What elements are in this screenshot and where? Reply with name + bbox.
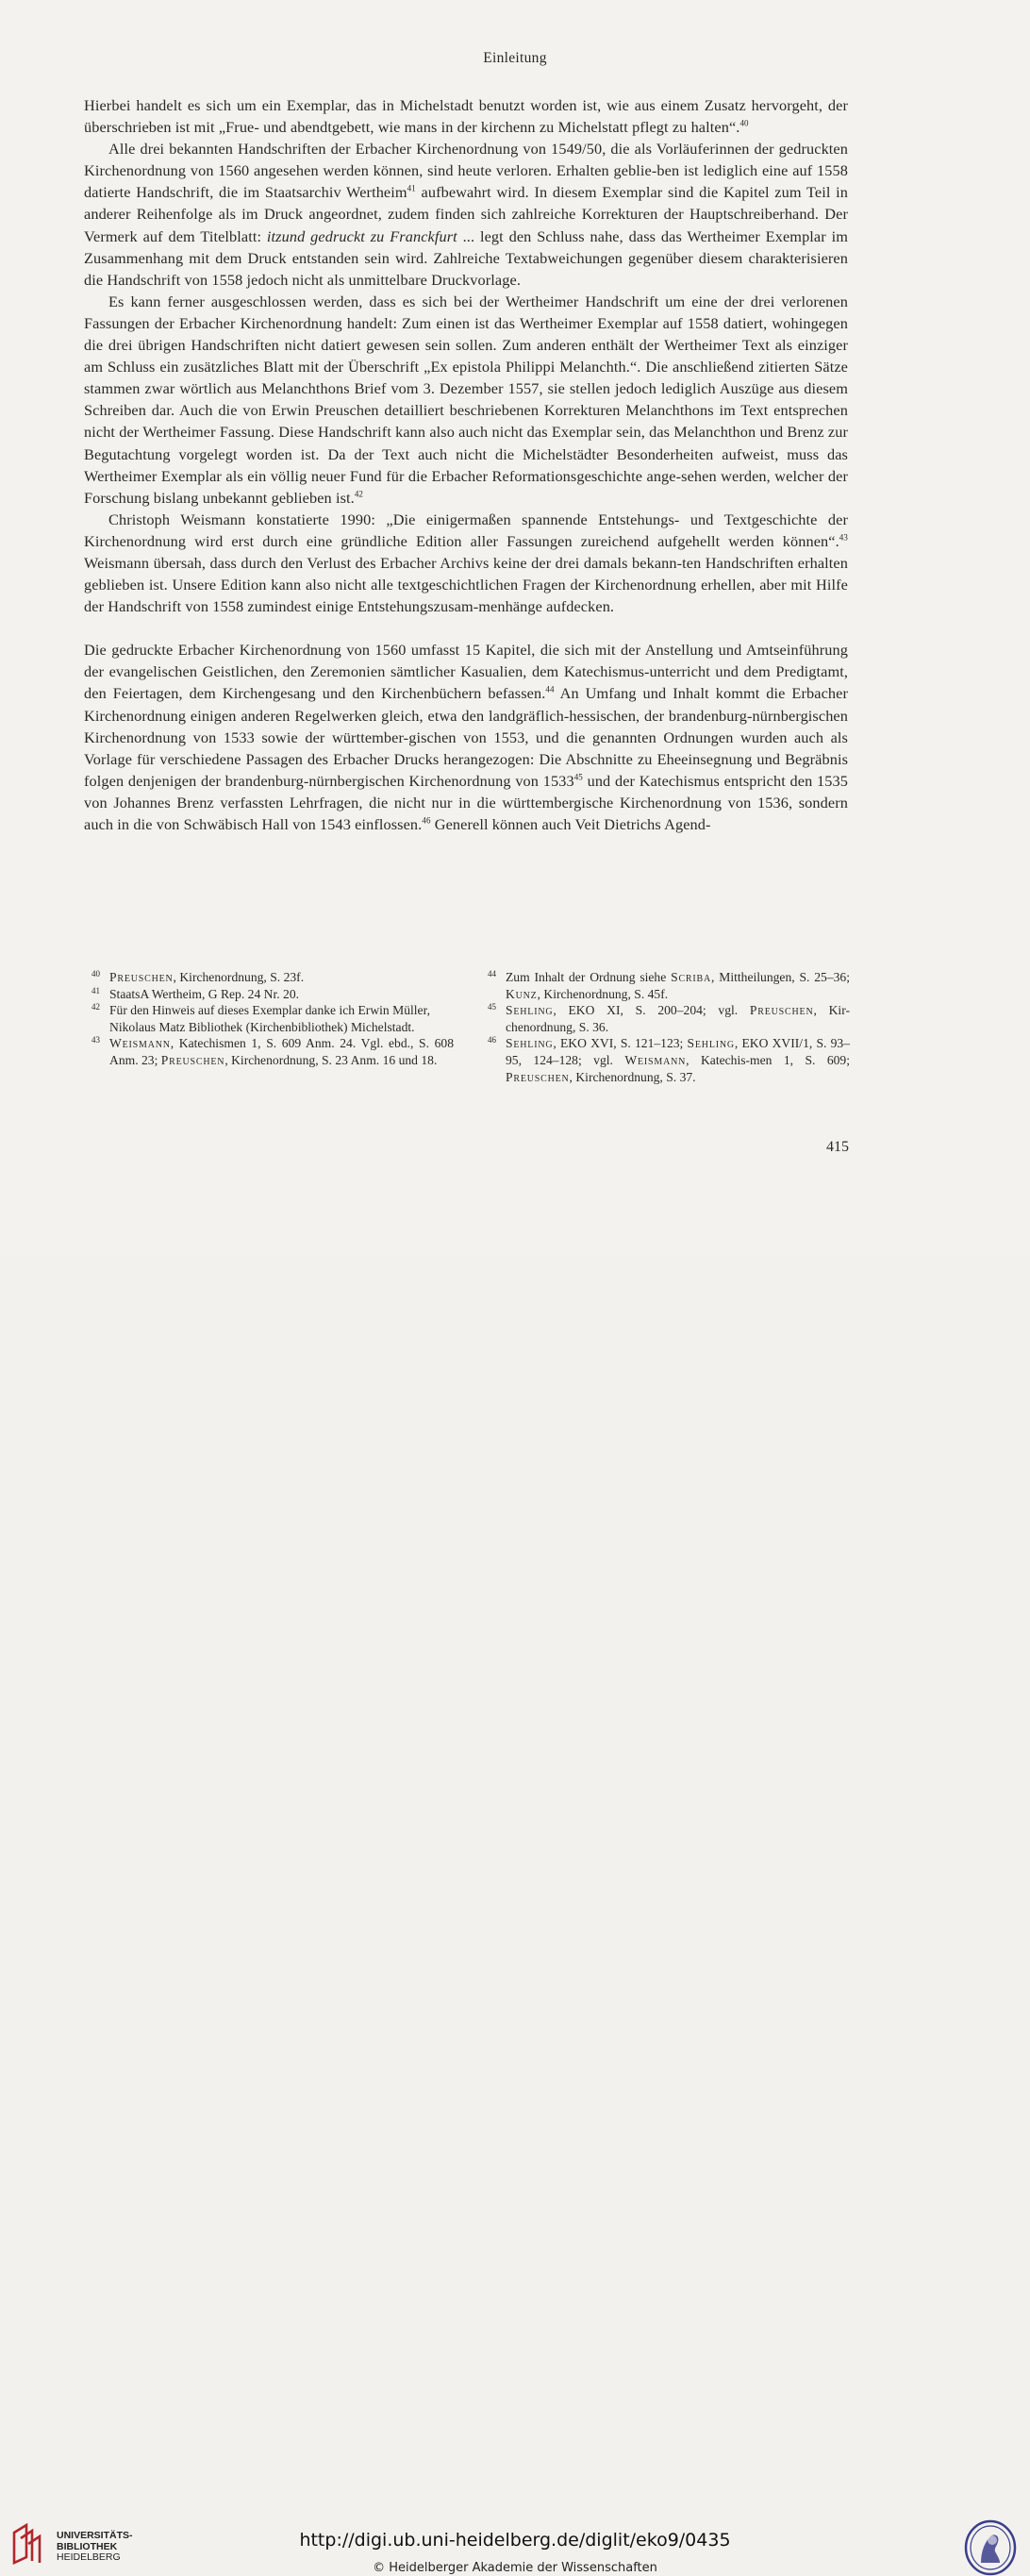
running-head: Einleitung bbox=[483, 50, 547, 66]
footnote-ref[interactable]: 45 bbox=[573, 772, 583, 782]
footnote-text: Preuschen, Kirchenordnung, S. 23f. bbox=[109, 970, 305, 984]
footnote-ref[interactable]: 40 bbox=[739, 118, 749, 128]
permalink-url[interactable]: http://digi.ub.uni-heidelberg.de/diglit/eko9/0435 bbox=[299, 2530, 731, 2551]
footnote-number: 45 bbox=[488, 1002, 496, 1012]
paragraph bbox=[84, 94, 848, 138]
footnote-ref[interactable]: 42 bbox=[354, 489, 364, 499]
footnote-text: Sehling, EKO XI, S. 200–204; vgl. Preuschen, Kir-chenordnung, S. 36. bbox=[506, 1003, 850, 1034]
paragraph-text: Die gedruckte Erbacher Kirchenordnung von 1560 umfasst 15 Kapitel, die sich mit der Anstellung und Amtseinführung der evangelischen Geistlichen, den Zeremonien sämtlicher Kasualien, dem Katechismus-unterricht und dem Predigtamt, den Feiertagen, dem Kirchengesang und den Kirchenbüchern befassen. bbox=[84, 641, 848, 703]
footnote-text: Weismann, Katechismen 1, S. 609 Anm. 24. Vgl. ebd., S. 608 Anm. 23; Preuschen, Kirchenordnung, S. 23 Anm. 16 und 18. bbox=[109, 1036, 454, 1067]
footnote bbox=[480, 969, 850, 1002]
footnote-number: 46 bbox=[488, 1035, 496, 1045]
footnote-ref[interactable]: 44 bbox=[545, 685, 555, 695]
footnote-ref[interactable]: 41 bbox=[407, 183, 416, 193]
paragraph-text: Generell können auch Veit Dietrichs Agend- bbox=[434, 815, 711, 833]
footnote-text: StaatsA Wertheim, G Rep. 24 Nr. 20. bbox=[109, 986, 300, 1001]
footnote-text: Sehling, EKO XVI, S. 121–123; Sehling, EKO XVII/1, S. 93–95, 124–128; vgl. Weismann, Katechis-men 1, S. 609; Preuschen, Kirchenordnung, S. 37. bbox=[506, 1036, 851, 1084]
paragraph-text: ... legt den Schluss nahe, dass das Wertheimer Exemplar im Zusammenhang mit dem Druck entstanden sein wird. Zahlreiche Textabweichungen gegenüber diesem charakterisieren die Handschrift von 1558 jedoch nicht als unmittelbare Druckvorlage. bbox=[84, 226, 848, 289]
footnote-column-left bbox=[84, 969, 454, 1085]
document-page bbox=[0, 0, 1030, 1255]
footnote-number: 40 bbox=[91, 969, 100, 979]
footnote-text: Zum Inhalt der Ordnung siehe Scriba, Mittheilungen, S. 25–36; Kunz, Kirchenordnung, S. 45f. bbox=[506, 970, 851, 1001]
library-logo-text: UNIVERSITÄTS- BIBLIOTHEK HEIDELBERG bbox=[57, 2530, 133, 2563]
footnote-number: 41 bbox=[91, 985, 100, 995]
paragraph bbox=[84, 291, 848, 509]
footnote-ref[interactable]: 43 bbox=[839, 532, 848, 543]
footer-bar bbox=[0, 1255, 1030, 2575]
footnote-ref[interactable]: 46 bbox=[422, 815, 431, 826]
footnote bbox=[480, 1035, 850, 1085]
paragraph-text: Christoph Weismann konstatierte 1990: „Die einigermaßen spannende Entstehungs- und Textgeschichte der Kirchenordnung wird erst durch eine gründliche Edition aller Fassungen zureichend aufgehellt werden können“. bbox=[84, 510, 848, 550]
footnote bbox=[84, 986, 454, 1003]
footnote bbox=[84, 1002, 454, 1035]
footnotes bbox=[84, 969, 850, 1085]
page-number: 415 bbox=[826, 1139, 849, 1155]
paragraph-text: aufbewahrt wird. In diesem Exemplar sind die Kapitel zum Teil in anderer Reihenfolge als im Druck angeordnet, zudem finden sich zahlreiche Korrekturen der Hauptschreiberhand. Der Vermerk auf dem Titelblatt: bbox=[84, 183, 848, 245]
copyright-notice: © Heidelberger Akademie der Wissenschaften bbox=[373, 2561, 657, 2575]
paragraph-text: Weismann übersah, dass durch den Verlust des Erbacher Archivs keine der drei damals bekann-ten Handschriften erhalten geblieben ist. Unsere Edition kann also nicht alle textgeschichtlichen Fragen der Kirchenordnung erhellen, aber mit Hilfe der Handschrift von 1558 zumindest einige Entstehungszusam-menhänge aufdecken. bbox=[84, 553, 848, 616]
paragraph bbox=[84, 138, 848, 291]
paragraph-text: Hierbei handelt es sich um ein Exemplar, das in Michelstadt benutzt worden ist, wie aus einem Zusatz hervorgeht, der überschrieben ist mit „Frue- und abendtgebett, wie mans in der kirchenn zu Michelstatt pflegt zu halten“. bbox=[84, 96, 848, 137]
paragraph-text: Es kann ferner ausgeschlossen werden, dass es sich bei der Wertheimer Handschrift um eine der drei verlorenen Fassungen der Erbacher Kirchenordnung handelt: Zum einen ist das Wertheimer Exemplar auf 1558 datiert, wohingegen die drei übrigen Handschriften nicht datiert gewesen sein sollen. Zum anderen enthält der Wertheimer Text als einziger am Schluss ein zusätzliches Blatt mit der Überschrift „Ex epistola Philippi Melanchth.“. Die anschließend zitierten Sätze stammen zwar wörtlich aus Melanchthons Brief vom 3. Dezember 1557, sie stellen jedoch lediglich Auszüge aus diesem Schreiben dar. Auch die von Erwin Preuschen detailliert beschriebenen Korrekturen Melanchthons im Text entsprechen nicht der Wertheimer Fassung. Diese Handschrift kann also auch nicht das Exemplar sein, das Melanchthon und Brenz zur Begutachtung vorgelegt worden ist. Da der Text auch nicht die Michelstädter Besonderheiten aufweist, muss das Wertheimer Exemplar als ein völlig neuer Fund für die Erbacher Reformationsgeschichte ange-sehen werden, welcher der Forschung bislang unbekannt geblieben ist. bbox=[84, 292, 848, 507]
footnote-number: 42 bbox=[91, 1002, 100, 1012]
footnote-number: 43 bbox=[91, 1035, 100, 1045]
footnote bbox=[84, 1035, 454, 1068]
italic-quote: itzund gedruckt zu Franckfurt bbox=[266, 226, 457, 245]
footnote-text: Für den Hinweis auf dieses Exemplar danke ich Erwin Müller, Nikolaus Matz Bibliothek (Kirchenbibliothek) Michelstadt. bbox=[109, 1003, 430, 1034]
paragraph bbox=[84, 509, 848, 617]
body-text bbox=[84, 94, 848, 835]
footnote bbox=[480, 1002, 850, 1035]
footnote-column-right bbox=[480, 969, 850, 1085]
paragraph bbox=[84, 639, 848, 835]
paragraph-text: Alle drei bekannten Handschriften der Erbacher Kirchenordnung von 1549/50, die als Vorläuferinnen der gedruckten Kirchenordnung von 1560 angesehen werden können, sind heute verloren. Erhalten geblie-ben ist lediglich eine auf 1558 datierte Handschrift, die im Staatsarchiv Wertheim bbox=[84, 140, 848, 202]
paragraph-text: An Umfang und Inhalt kommt die Erbacher Kirchenordnung einigen anderen Regelwerken gleich, etwa den landgräflich-hessischen, der brandenburg-nürnbergischen Kirchenordnung von 1533 sowie der württember-gischen von 1553, und die genannten Ordnungen wurden auch als Vorlage für verschiedene Passagen des Erbacher Drucks herangezogen: Die Abschnitte zu Eheeinsegnung und Begräbnis folgen denjenigen der brandenburg-nürnbergischen Kirchenordnung von 1533 bbox=[84, 684, 848, 790]
footnote-number: 44 bbox=[488, 969, 496, 979]
academy-seal-icon bbox=[964, 2519, 1017, 2576]
paragraph-text: und der Katechismus entspricht den 1535 von Johannes Brenz verfassten Lehrfragen, die nicht nur in die württembergische Kirchenordnung von 1536, sondern auch in die von Schwäbisch Hall von 1543 einflossen. bbox=[84, 771, 848, 833]
footnote bbox=[84, 969, 454, 986]
